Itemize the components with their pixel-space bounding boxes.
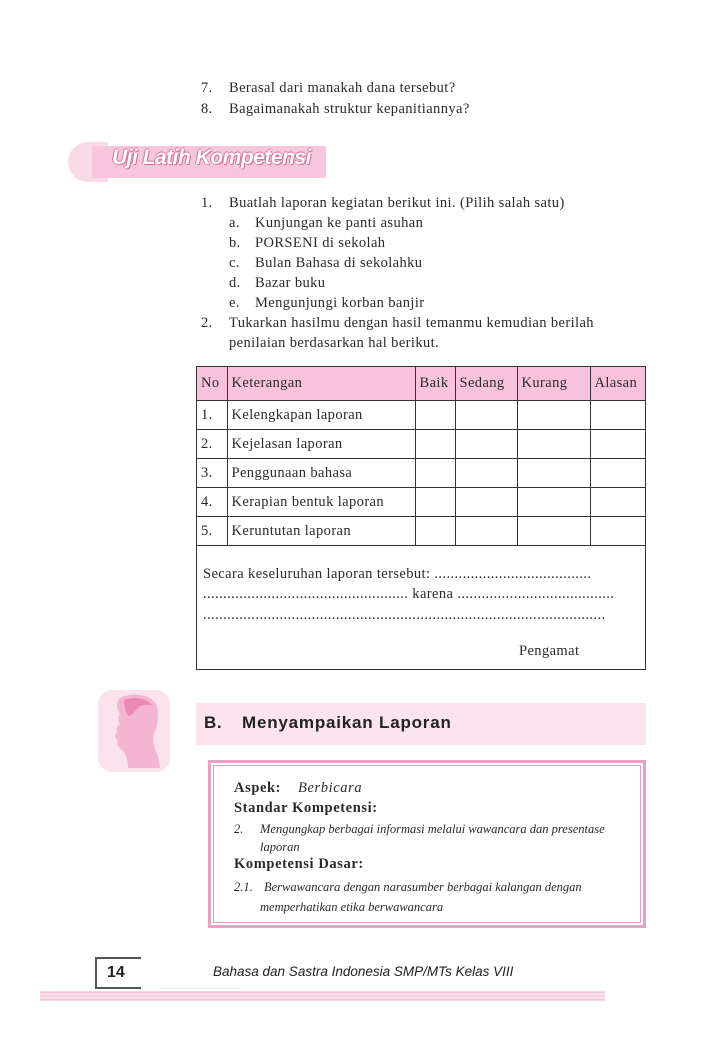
header-kurang: Kurang (517, 367, 590, 401)
sk-label (234, 800, 378, 817)
cell-kurang (517, 401, 590, 430)
section-b-heading (196, 703, 646, 745)
cell-kurang (517, 488, 590, 517)
header-no: No (197, 367, 227, 401)
cell-kurang (517, 517, 590, 546)
cell-alasan (590, 488, 645, 517)
row-item: Kerapian bentuk laporan (227, 488, 415, 517)
cell-alasan (590, 430, 645, 459)
table-row (197, 488, 645, 517)
sk-label-text: Standar Kompetensi: (234, 800, 378, 816)
cell-sedang (455, 517, 517, 546)
task-1 (201, 195, 565, 212)
kd-label-text: Kompetensi Dasar: (234, 856, 364, 872)
row-number: 4. (197, 488, 227, 517)
cell-baik (415, 401, 455, 430)
cell-sedang (455, 488, 517, 517)
row-item: Keruntutan laporan (227, 517, 415, 546)
row-number: 1. (197, 401, 227, 430)
task-number: 2. (201, 315, 213, 331)
aspek-line (234, 780, 362, 797)
face-profile-icon (98, 690, 170, 772)
uji-latih-kompetensi-banner (68, 140, 326, 182)
row-item: Kejelasan laporan (227, 430, 415, 459)
section-title: Menyampaikan Laporan (242, 713, 452, 732)
table-header-row (197, 367, 645, 401)
kd-item-line1 (234, 880, 582, 895)
aspek-value: Berbicara (298, 780, 363, 796)
option-letter: e. (229, 295, 240, 311)
question-7 (201, 80, 456, 97)
table-row (197, 401, 645, 430)
task-2 (201, 315, 594, 332)
task-2-line2: penilaian berdasarkan hal berikut. (229, 335, 440, 351)
summary-line-1: Secara keseluruhan laporan tersebut: ....................................... (203, 566, 592, 582)
kd-item-line2: memperhatikan etika berwawancara (260, 900, 444, 914)
cell-sedang (455, 430, 517, 459)
competency-box (208, 760, 646, 928)
header-baik: Baik (415, 367, 455, 401)
header-alasan: Alasan (590, 367, 645, 401)
footer-lines-icon (40, 988, 605, 1002)
aspek-label: Aspek: (234, 780, 282, 796)
question-number: 7. (201, 80, 213, 96)
cell-baik (415, 459, 455, 488)
page-number: 14 (95, 957, 141, 989)
option-text: PORSENI di sekolah (255, 235, 386, 251)
row-item: Kelengkapan laporan (227, 401, 415, 430)
assessment-table (197, 367, 645, 546)
task-number: 1. (201, 195, 213, 211)
option-text: Mengunjungi korban banjir (255, 295, 425, 311)
cell-alasan (590, 459, 645, 488)
sk-item-number: 2. (234, 822, 244, 836)
section-letter: B. (204, 713, 223, 732)
option-text: Kunjungan ke panti asuhan (255, 215, 424, 231)
option-letter: a. (229, 215, 240, 231)
speaker-face-illustration (98, 690, 170, 772)
option-e (229, 295, 424, 312)
table-row (197, 430, 645, 459)
task-text: Buatlah laporan kegiatan berikut ini. (Pilih salah satu) (229, 195, 565, 211)
question-number: 8. (201, 101, 213, 117)
cell-alasan (590, 517, 645, 546)
sk-item-line2: laporan (260, 840, 300, 854)
option-text: Bazar buku (255, 275, 326, 291)
sk-item-line1 (234, 822, 605, 837)
cell-alasan (590, 401, 645, 430)
competency-box-inner (213, 765, 641, 923)
assessment-form (196, 366, 646, 670)
option-c (229, 255, 422, 272)
banner-label: Uji Latih Kompetensi (112, 146, 311, 169)
observer-label: Pengamat (519, 643, 580, 659)
option-b (229, 235, 385, 252)
cell-sedang (455, 401, 517, 430)
question-8 (201, 101, 470, 118)
summary-line-2: ................................................... karena ....................................... (203, 586, 615, 602)
footer-decoration (40, 988, 605, 1002)
book-title: Bahasa dan Sastra Indonesia SMP/MTs Kelas VIII (213, 964, 514, 979)
task-text-line1: Tukarkan hasilmu dengan hasil temanmu kemudian berilah (229, 315, 594, 331)
option-text: Bulan Bahasa di sekolahku (255, 255, 423, 271)
summary-line-3: .................................................................................................... (203, 607, 606, 623)
row-number: 2. (197, 430, 227, 459)
header-sedang: Sedang (455, 367, 517, 401)
option-a (229, 215, 423, 232)
cell-baik (415, 517, 455, 546)
header-keterangan: Keterangan (227, 367, 415, 401)
option-d (229, 275, 325, 292)
kd-item-number: 2.1. (234, 880, 253, 894)
table-row (197, 459, 645, 488)
row-number: 3. (197, 459, 227, 488)
cell-kurang (517, 459, 590, 488)
cell-baik (415, 430, 455, 459)
kd-item-text: Berwawancara dengan narasumber berbagai kalangan dengan (264, 880, 582, 894)
cell-kurang (517, 430, 590, 459)
question-text: Bagaimanakah struktur kepanitiannya? (229, 101, 470, 117)
table-row (197, 517, 645, 546)
option-letter: c. (229, 255, 240, 271)
sk-item-text: Mengungkap berbagai informasi melalui wawancara dan presentase (260, 822, 605, 836)
question-text: Berasal dari manakah dana tersebut? (229, 80, 456, 96)
kd-label (234, 856, 364, 873)
row-item: Penggunaan bahasa (227, 459, 415, 488)
option-letter: d. (229, 275, 241, 291)
cell-baik (415, 488, 455, 517)
row-number: 5. (197, 517, 227, 546)
option-letter: b. (229, 235, 241, 251)
cell-sedang (455, 459, 517, 488)
